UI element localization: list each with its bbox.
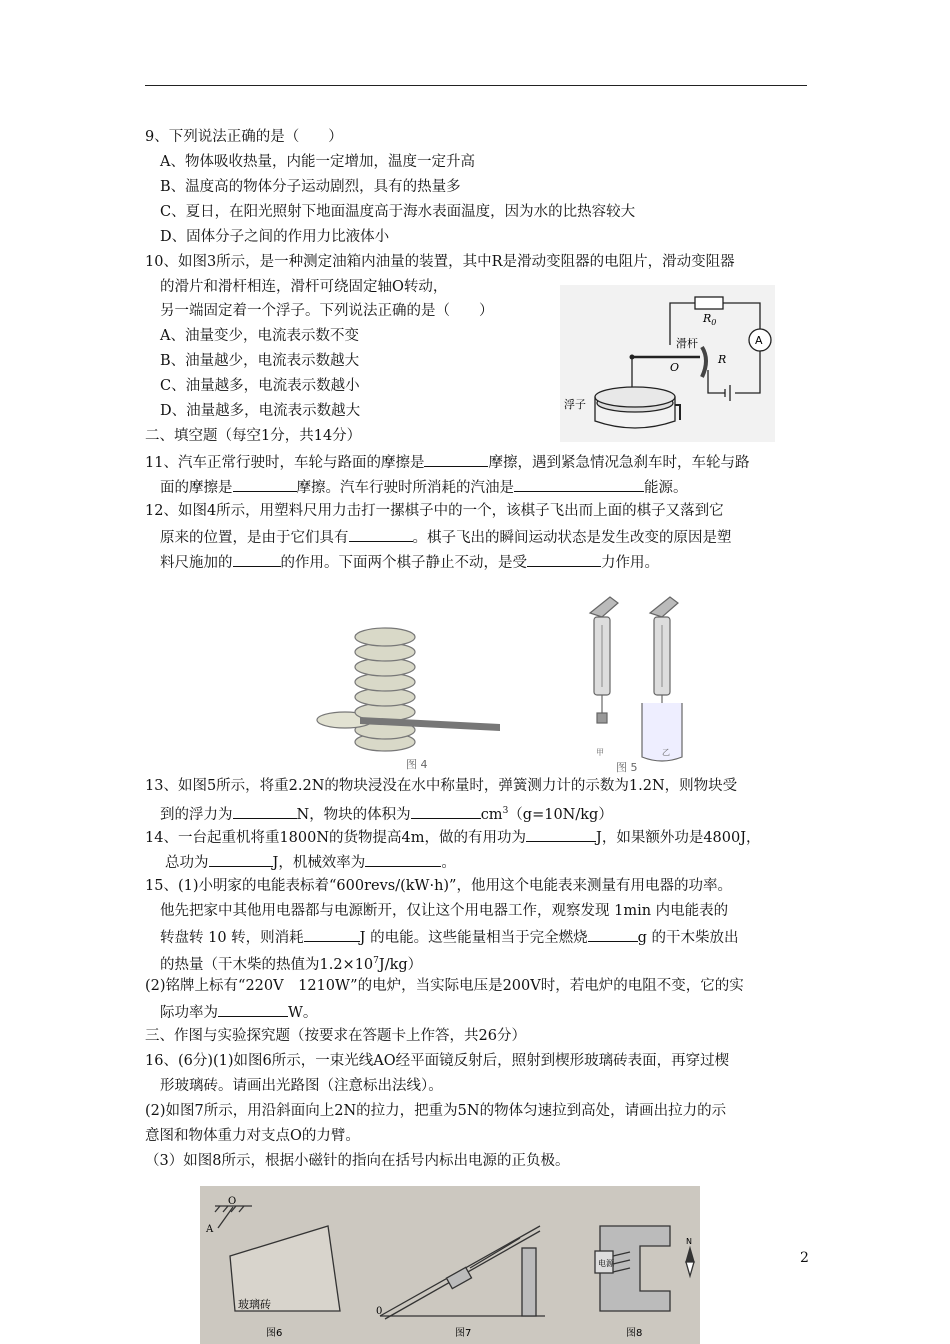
- q15-line4: 的热量（干木柴的热值为$1.2\times 10^7J/kg$）: [160, 956, 423, 973]
- q9-option-b: B、温度高的物体分子运动剧烈，具有的热量多: [160, 179, 461, 195]
- q9-option-c: C、夏日，在阳光照射下地面温度高于海水表面温度，因为水的比热容较大: [160, 204, 636, 220]
- q16-line5: （3）如图8所示，根据小磁针的指向在括号内标出电源的正负极。: [145, 1153, 570, 1169]
- fig5-label-left: 甲: [596, 748, 604, 757]
- q15-line5: (2)铭牌上标有“220V 1210W”的电炉，当实际电压是200V时，若电炉的电阻不变，它的实: [145, 978, 744, 994]
- q16-line2: 形玻璃砖。请画出光路图（注意标出法线）。: [160, 1078, 443, 1094]
- q9-stem: 9、下列说法正确的是（ ）: [145, 129, 343, 145]
- figure-4-checkers: [310, 600, 510, 775]
- q9-option-d: D、固体分子之间的作用力比液体小: [160, 229, 390, 245]
- fig8-n-label: N: [686, 1237, 692, 1246]
- fig8-caption: 图8: [626, 1328, 643, 1339]
- figures-6-7-8: [200, 1186, 700, 1344]
- header-rule: [145, 85, 807, 86]
- q15-line1: 15、(1)小明家的电能表标着“600revs/(kW·h)”，他用这个电能表来测量有用电器的功率。: [145, 878, 732, 894]
- q14-line1: 14、一台起重机将重1800N的货物提高4m，做的有用功为 J，如果额外功是4800J，: [145, 827, 761, 847]
- figure-5-spring-scales: [580, 595, 710, 775]
- fig5-label-right: 乙: [662, 748, 670, 757]
- q16-line3: (2)如图7所示，用沿斜面向上2N的拉力，把重为5N的物体匀速拉到高处，请画出拉力的示: [145, 1103, 727, 1119]
- fig3-float-label: 浮子: [564, 398, 586, 411]
- fig6-o-label: O: [228, 1196, 237, 1207]
- fig5-caption: 图 5: [616, 761, 638, 774]
- q12-line2: 原来的位置，是由于它们具有 。棋子飞出的瞬间运动状态是发生改变的原因是塑: [160, 527, 732, 547]
- fig3-ammeter-label: A: [755, 334, 763, 347]
- q15-line2: 他先把家中其他用电器都与电源断开，仅让这个用电器工作，观察发现 1min 内电能表的: [160, 903, 729, 919]
- q13-line2: 到的浮力为 N，物块的体积为 $cm^3(g=10N/kg)$: [160, 802, 613, 824]
- section-2-heading: 二、填空题（每空1分，共14分）: [145, 428, 362, 444]
- figure-3-oil-gauge: [560, 285, 775, 442]
- fig6-caption: 图6: [266, 1328, 283, 1339]
- q12-line3: 料尺施加的 的作用。下面两个棋子静止不动，是受 力作用。: [160, 552, 659, 572]
- q11-line2: 面的摩擦是 摩擦。汽车行驶时所消耗的汽油是 能源。: [160, 477, 688, 497]
- q16-line1: 16、(6分)(1)如图6所示，一束光线AO经平面镜反射后，照射到楔形玻璃砖表面，再穿过楔: [145, 1053, 730, 1069]
- q14-line2: 总功为 J，机械效率为 。: [165, 852, 456, 872]
- page-number: 2: [800, 1250, 809, 1266]
- fig3-r0-label: $R_0$: [703, 312, 717, 327]
- q9-option-a: A、物体吸收热量，内能一定增加，温度一定升高: [160, 154, 475, 170]
- fig3-rod-label: 滑杆: [676, 337, 698, 350]
- fig6-a-label: A: [206, 1224, 214, 1235]
- section-3-heading: 三、作图与实验探究题（按要求在答题卡上作答，共26分）: [145, 1028, 526, 1044]
- q10-option-d: D、油量越多，电流表示数越大: [160, 403, 361, 419]
- fig7-caption: 图7: [455, 1328, 472, 1339]
- q15-line3: 转盘转 10 转，则消耗 J 的电能。这些能量相当于完全燃烧 g 的干木柴放出: [160, 927, 738, 947]
- fig3-o-label: O: [670, 361, 680, 374]
- q10-option-c: C、油量越多，电流表示数越小: [160, 378, 360, 394]
- fig8-source-label: 电源: [598, 1259, 614, 1268]
- fig3-r-label: R: [718, 353, 727, 366]
- q10-option-a: A、油量变少，电流表示数不变: [160, 328, 359, 344]
- fig7-o-label: 0: [376, 1306, 383, 1317]
- fig4-caption: 图 4: [406, 758, 428, 771]
- q15-line6: 际功率为 W。: [160, 1002, 317, 1022]
- q11-line1: 11、汽车正常行驶时，车轮与路面的摩擦是 摩擦，遇到紧急情况急刹车时，车轮与路: [145, 452, 749, 472]
- fig6-glass-label: 玻璃砖: [238, 1298, 271, 1311]
- q10-option-b: B、油量越少，电流表示数越大: [160, 353, 360, 369]
- q10-line3: 另一端固定着一个浮子。下列说法正确的是（ ）: [160, 303, 494, 319]
- q12-line1: 12、如图4所示，用塑料尺用力击打一摞棋子中的一个，该棋子飞出而上面的棋子又落到它: [145, 503, 724, 519]
- q13-line1: 13、如图5所示，将重2.2N的物块浸没在水中称量时，弹簧测力计的示数为1.2N，则物块受: [145, 778, 738, 794]
- q10-line1: 10、如图3所示，是一种测定油箱内油量的装置，其中R是滑动变阻器的电阻片，滑动变阻器: [145, 254, 735, 270]
- q10-line2: 的滑片和滑杆相连，滑杆可绕固定轴O转动，: [160, 279, 448, 295]
- q16-line4: 意图和物体重力对支点O的力臂。: [145, 1128, 360, 1144]
